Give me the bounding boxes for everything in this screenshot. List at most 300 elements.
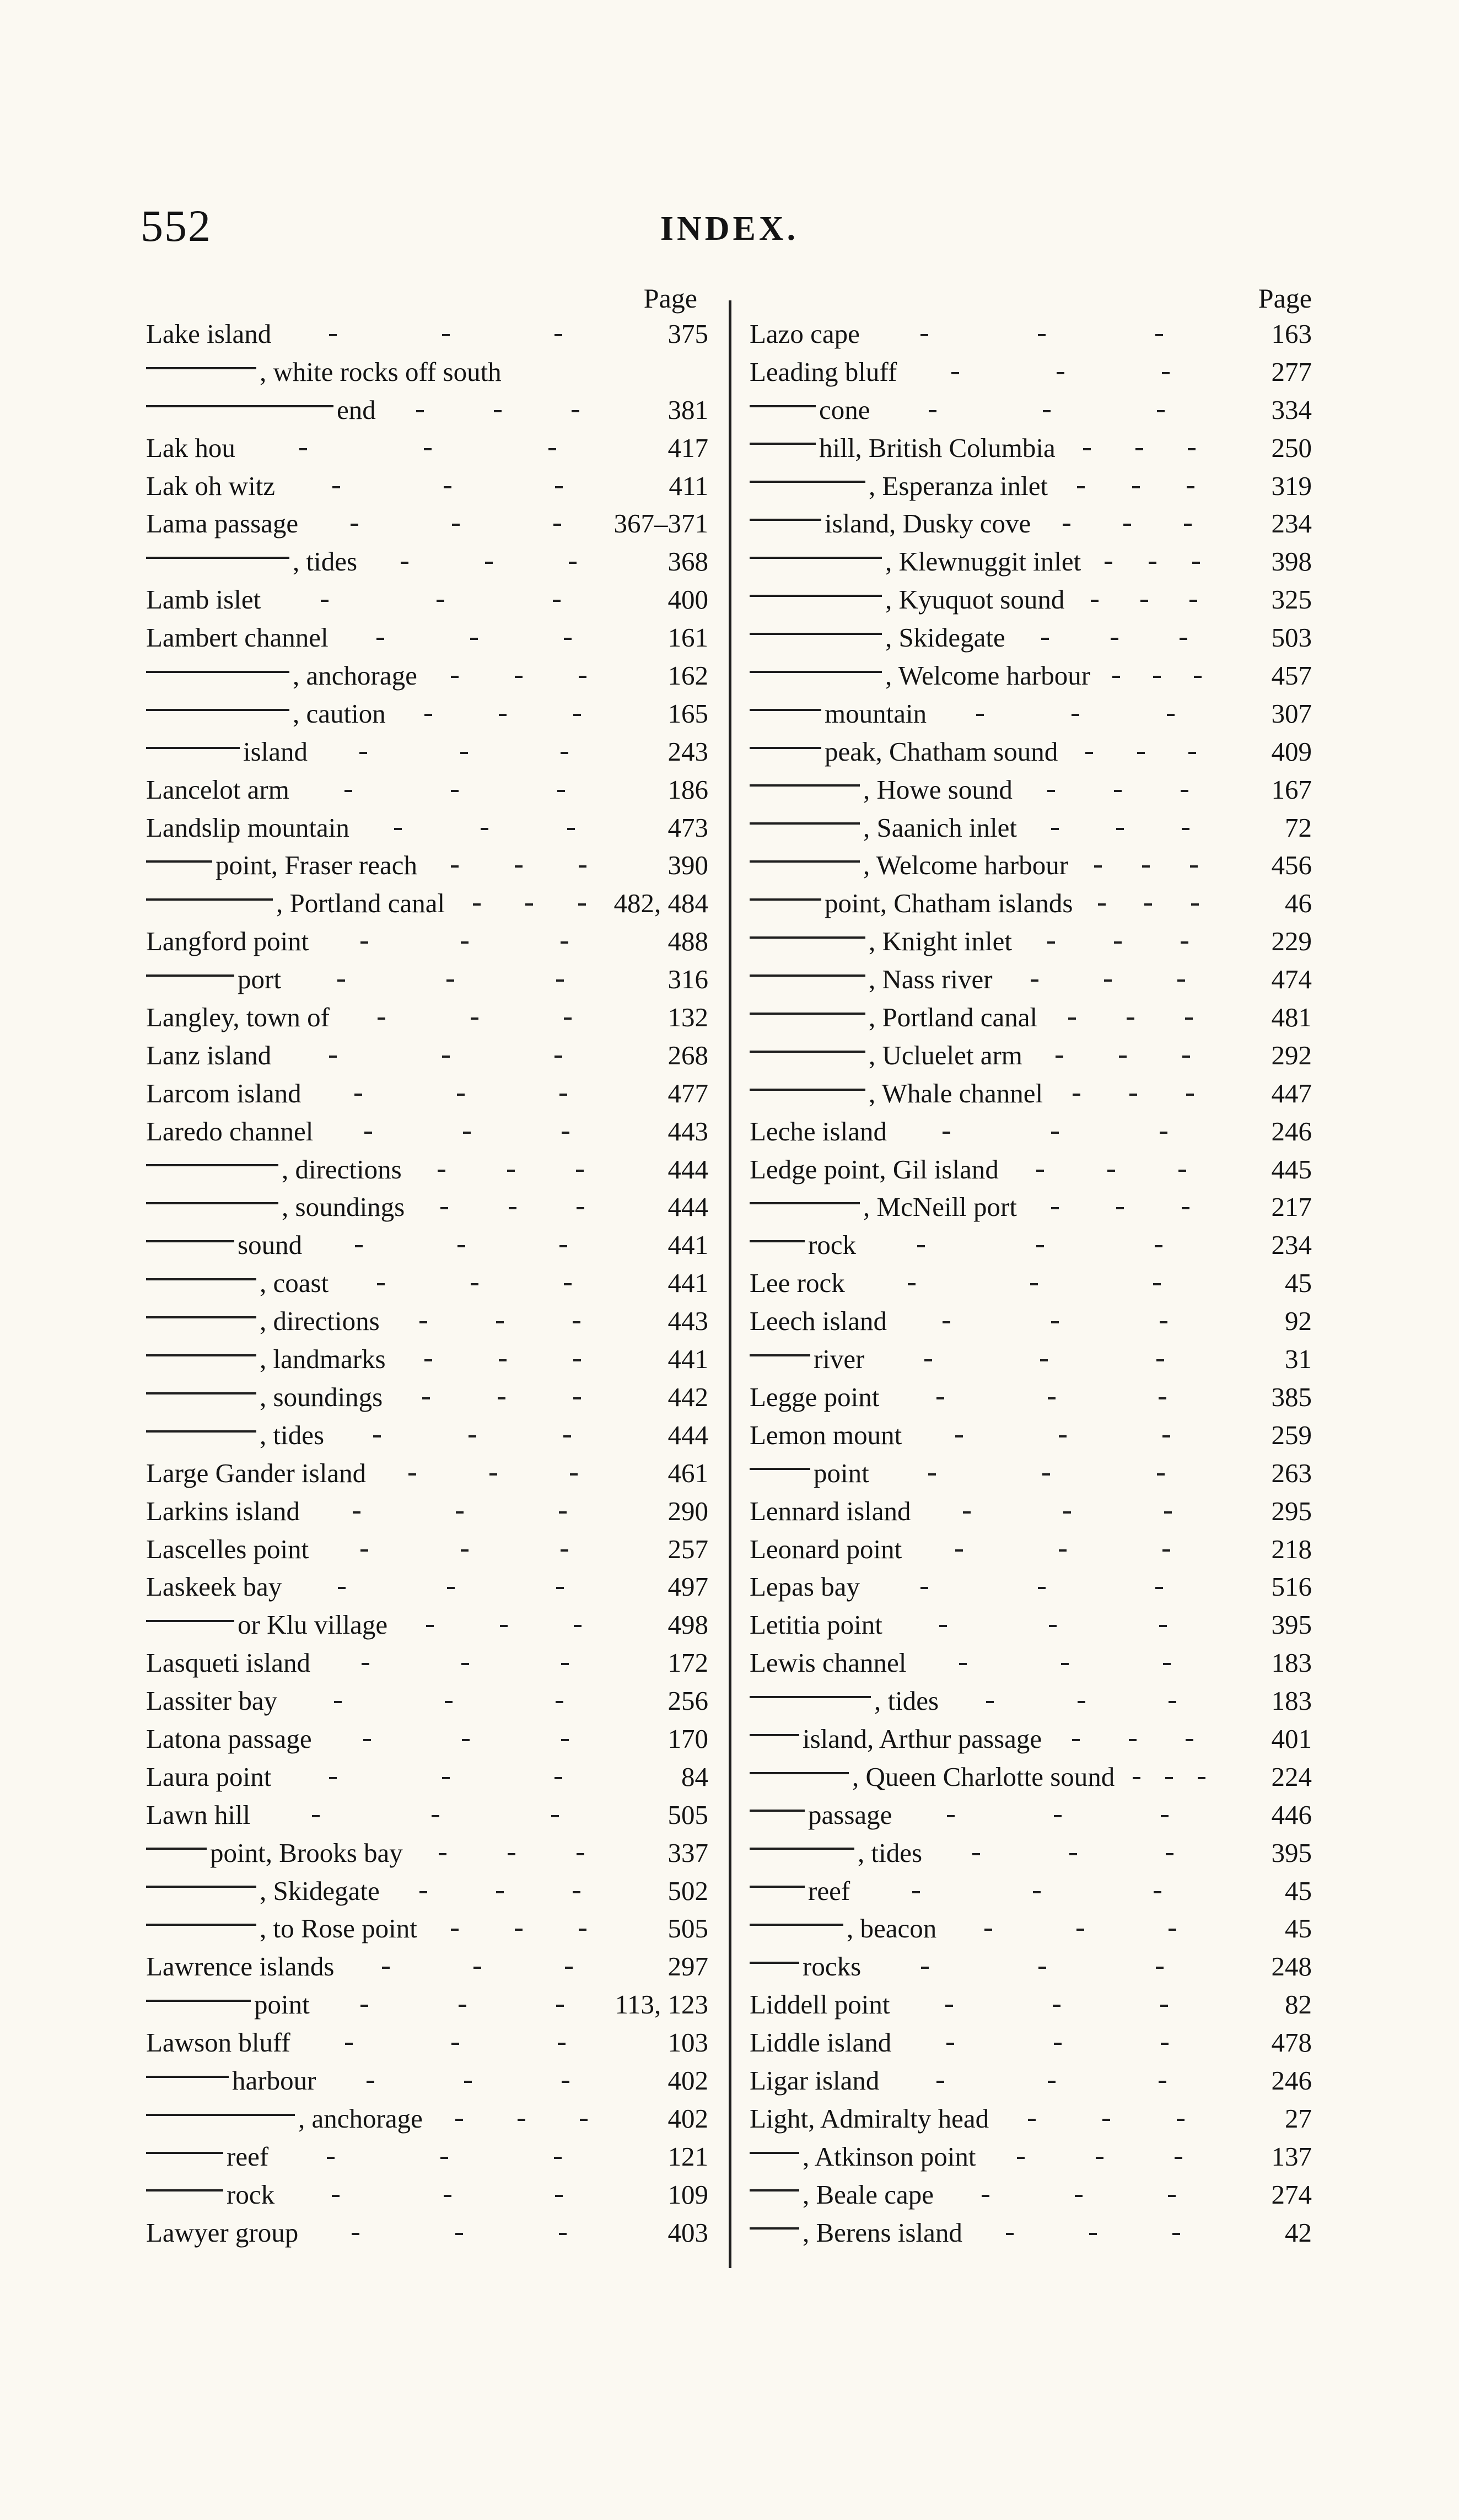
index-entry <box>750 2062 1312 2100</box>
entry-text: , tides <box>858 1837 923 1868</box>
entry-text: Lawrence islands <box>146 1951 335 1982</box>
entry-name <box>750 1264 845 1302</box>
repeat-rule <box>750 443 816 445</box>
entry-name <box>146 1037 271 1075</box>
index-entry <box>146 1682 708 1720</box>
entry-text: Lepas bay <box>750 1571 860 1602</box>
leader-dashes <box>845 1290 1224 1292</box>
entry-page: 401 <box>1271 1723 1312 1754</box>
index-entry <box>146 1113 708 1151</box>
index-entry <box>146 467 708 505</box>
repeat-rule <box>750 1354 810 1356</box>
entry-name <box>750 1493 911 1531</box>
entry-page: 445 <box>1271 1154 1312 1184</box>
index-entry <box>146 1455 708 1493</box>
index-entry <box>146 1302 708 1340</box>
leader-dashes <box>887 1328 1224 1330</box>
entry-text: point, Brooks bay <box>210 1837 403 1868</box>
entry-page: 45 <box>1285 1268 1312 1299</box>
index-entry <box>750 2024 1312 2062</box>
entry-name <box>750 1531 902 1569</box>
repeat-rule <box>750 633 882 635</box>
entry-page: 316 <box>667 964 708 995</box>
repeat-rule <box>750 822 860 825</box>
entry-page: 42 <box>1285 2217 1312 2248</box>
entry-text: Lasqueti island <box>146 1647 311 1678</box>
entry-name <box>146 1302 380 1340</box>
entry-name <box>146 391 376 429</box>
leader-dashes <box>993 986 1224 988</box>
entry-name <box>750 923 1012 961</box>
entry-name <box>750 1834 922 1872</box>
entry-name <box>146 2176 274 2214</box>
entry-name <box>750 2138 976 2176</box>
index-entry <box>146 1417 708 1455</box>
page-number: 552 <box>141 201 212 251</box>
entry-name <box>146 1872 380 1910</box>
entry-text: , Berens island <box>803 2217 962 2248</box>
entry-name <box>146 1682 277 1720</box>
entry-page: 170 <box>667 1723 708 1754</box>
entry-name <box>750 657 1090 695</box>
leader-dashes <box>890 2011 1224 2013</box>
index-entry <box>146 2214 708 2252</box>
leader-dashes <box>271 341 620 343</box>
index-entry <box>146 2062 708 2100</box>
index-entry <box>750 2100 1312 2138</box>
entry-name <box>750 771 1013 809</box>
entry-name <box>750 2176 934 2214</box>
entry-text: Lanz island <box>146 1040 272 1070</box>
index-entry <box>146 923 708 961</box>
repeat-rule <box>146 1924 256 1926</box>
entry-page: 505 <box>667 1913 708 1944</box>
entry-name <box>750 1948 861 1986</box>
entry-name <box>146 543 357 581</box>
entry-page: 497 <box>667 1571 708 1602</box>
entry-text: , Klewnuggit inlet <box>885 546 1081 577</box>
index-entry <box>750 771 1312 809</box>
entry-page: 411 <box>669 470 708 501</box>
index-entry <box>146 695 708 733</box>
leader-dashes <box>316 2087 620 2090</box>
entry-text: , soundings <box>260 1381 383 1412</box>
entry-page: 337 <box>667 1837 708 1868</box>
leader-dashes <box>335 1973 621 1975</box>
entry-page: 482, 484 <box>613 888 708 919</box>
entry-page: 307 <box>1271 698 1312 729</box>
index-entry <box>750 695 1312 733</box>
index-entry <box>146 1758 708 1796</box>
entry-name <box>750 1417 902 1455</box>
entry-name <box>750 1188 1017 1226</box>
index-entry <box>146 657 708 695</box>
entry-name <box>146 1340 386 1379</box>
repeat-rule <box>146 405 333 407</box>
index-entry <box>750 1075 1312 1113</box>
page-column-label: Page <box>1258 283 1312 314</box>
entry-name <box>750 1720 1042 1758</box>
entry-text: Larcom island <box>146 1078 302 1108</box>
entry-text: , tides <box>874 1686 939 1716</box>
repeat-rule <box>750 1468 810 1470</box>
entry-text: Langley, town of <box>146 1002 330 1033</box>
entry-text: Lama passage <box>146 508 299 539</box>
index-entry <box>146 961 708 999</box>
entry-name <box>750 847 1068 885</box>
index-entry <box>146 1151 708 1189</box>
entry-text: island, Dusky cove <box>825 508 1031 539</box>
entry-page: 274 <box>1271 2179 1312 2210</box>
repeat-rule <box>146 1202 278 1204</box>
leader-dashes <box>902 1556 1224 1558</box>
repeat-rule <box>750 2189 799 2191</box>
entry-name <box>146 1493 300 1531</box>
index-entry <box>750 1644 1312 1682</box>
entry-page: 498 <box>667 1609 708 1640</box>
entry-text: , Atkinson point <box>803 2141 976 2172</box>
repeat-rule <box>750 481 865 483</box>
entry-page: 444 <box>667 1192 708 1223</box>
entry-text: Ligar island <box>750 2065 880 2096</box>
index-entry <box>146 1037 708 1075</box>
entry-text: Large Gander island <box>146 1457 367 1488</box>
leader-dashes <box>1073 910 1224 912</box>
leader-dashes <box>380 1898 620 1900</box>
page-header <box>0 198 1459 259</box>
running-title: INDEX. <box>660 210 799 247</box>
column-divider <box>729 300 731 2268</box>
entry-text: , Portland canal <box>276 888 445 919</box>
index-entry <box>146 1872 708 1910</box>
entry-text: Lewis channel <box>750 1647 907 1678</box>
entry-name <box>146 581 261 619</box>
entry-page: 325 <box>1271 584 1312 615</box>
repeat-rule <box>750 1772 849 1774</box>
entry-text: hill, British Columbia <box>819 432 1056 463</box>
entry-page: 403 <box>667 2217 708 2248</box>
entry-name <box>146 961 281 999</box>
entry-page: 92 <box>1285 1306 1312 1337</box>
index-entry <box>750 961 1312 999</box>
index-entry <box>146 2176 708 2214</box>
leader-dashes <box>250 1822 620 1824</box>
leader-dashes <box>1048 493 1224 495</box>
entry-text: Lazo cape <box>750 319 860 349</box>
leader-dashes <box>1090 682 1224 685</box>
leader-dashes <box>324 1442 620 1444</box>
leader-dashes <box>282 1593 620 1596</box>
leader-dashes <box>376 417 620 419</box>
repeat-rule <box>146 1886 256 1888</box>
entry-name <box>750 1644 906 1682</box>
entry-name <box>750 1606 882 1644</box>
leader-dashes <box>869 1480 1224 1482</box>
index-entry <box>750 1948 1312 1986</box>
leader-dashes <box>445 910 613 912</box>
leader-dashes <box>1013 796 1224 799</box>
entry-page: 461 <box>667 1457 708 1488</box>
entry-page: 290 <box>667 1495 708 1526</box>
entry-text: end <box>337 394 376 425</box>
entry-text: Leche island <box>750 1116 887 1146</box>
entry-text: Larkins island <box>146 1495 300 1526</box>
entry-name <box>146 1379 383 1417</box>
repeat-rule <box>146 557 289 559</box>
leader-dashes <box>1017 1214 1224 1216</box>
index-entry <box>750 809 1312 847</box>
entry-text: mountain <box>825 698 927 729</box>
entry-page: 505 <box>667 1799 708 1830</box>
entry-text: , caution <box>293 698 386 729</box>
repeat-rule <box>146 2076 229 2078</box>
entry-text: island, Arthur passage <box>803 1723 1042 1754</box>
entry-page: 113, 123 <box>615 1989 708 2020</box>
leader-dashes <box>261 606 620 609</box>
leader-dashes <box>387 1631 620 1634</box>
entry-name <box>750 2214 962 2252</box>
entry-page: 443 <box>667 1116 708 1146</box>
entry-name <box>750 1151 999 1189</box>
entry-text: point, Chatham islands <box>825 888 1073 919</box>
entry-name <box>750 1758 1115 1796</box>
entry-name <box>146 1910 417 1948</box>
entry-page: 402 <box>667 2103 708 2134</box>
entry-text: Leonard point <box>750 1533 902 1564</box>
entry-name <box>146 619 329 657</box>
entry-page: 417 <box>667 432 708 463</box>
leader-dashes <box>386 720 620 723</box>
index-entry <box>750 1531 1312 1569</box>
leader-dashes <box>300 1518 620 1520</box>
index-entry <box>146 809 708 847</box>
entry-name <box>146 999 330 1037</box>
entry-name <box>146 847 417 885</box>
index-entry <box>750 885 1312 923</box>
leader-dashes <box>310 2011 615 2013</box>
entry-page: 444 <box>667 1154 708 1184</box>
leader-dashes <box>1043 1100 1224 1102</box>
index-entry <box>750 1302 1312 1340</box>
entry-name <box>146 1758 271 1796</box>
leader-dashes <box>892 1822 1224 1824</box>
entry-page: 103 <box>667 2027 708 2058</box>
entry-page: 297 <box>667 1951 708 1982</box>
entry-text: Landslip mountain <box>146 812 349 843</box>
leader-dashes <box>850 1898 1224 1900</box>
entry-text: rock <box>808 1230 857 1261</box>
entry-text: , soundings <box>282 1192 405 1223</box>
leader-dashes <box>417 1935 620 1937</box>
index-entry <box>146 1834 708 1872</box>
entry-page: 259 <box>1271 1419 1312 1450</box>
entry-text: , Nass river <box>869 964 993 995</box>
entry-page: 132 <box>667 1002 708 1033</box>
entry-page: 477 <box>667 1078 708 1108</box>
entry-page: 109 <box>667 2179 708 2210</box>
entry-text: Ledge point, Gil island <box>750 1154 999 1184</box>
index-entry <box>146 1493 708 1531</box>
entry-page: 457 <box>1271 660 1312 691</box>
leader-dashes <box>1037 1024 1224 1026</box>
entry-name <box>146 1075 302 1113</box>
leader-dashes <box>302 1252 620 1254</box>
leader-dashes <box>312 1746 620 1748</box>
repeat-rule <box>750 1848 854 1850</box>
entry-page: 456 <box>1271 850 1312 881</box>
entry-text: Langford point <box>146 926 309 957</box>
leader-dashes <box>927 720 1224 723</box>
entry-name <box>146 923 309 961</box>
repeat-rule <box>146 367 256 369</box>
entry-page: 121 <box>667 2141 708 2172</box>
entry-text: Lawson bluff <box>146 2027 290 2058</box>
entry-page: 229 <box>1271 926 1312 957</box>
repeat-rule <box>146 2152 223 2154</box>
index-entry <box>750 1037 1312 1075</box>
entry-page: 165 <box>667 698 708 729</box>
leader-dashes <box>289 796 620 799</box>
entry-page: 256 <box>667 1686 708 1716</box>
leader-dashes <box>1005 644 1224 647</box>
index-entry <box>146 619 708 657</box>
entry-text: , Portland canal <box>869 1002 1038 1033</box>
leader-dashes <box>330 1024 620 1026</box>
entry-name <box>750 2024 891 2062</box>
repeat-rule <box>750 519 821 521</box>
index-entry <box>146 429 708 467</box>
entry-page: 243 <box>667 736 708 767</box>
entry-text: Lambert channel <box>146 622 329 653</box>
index-entry <box>146 1340 708 1379</box>
leader-dashes <box>911 1518 1224 1520</box>
entry-page: 292 <box>1271 1040 1312 1070</box>
entry-page: 400 <box>667 584 708 615</box>
leader-dashes <box>329 1290 620 1292</box>
entry-name <box>750 733 1058 771</box>
entry-text: , white rocks off south <box>260 356 502 387</box>
index-entry <box>750 1986 1312 2024</box>
index-entry <box>750 1264 1312 1302</box>
entry-name <box>750 353 897 391</box>
leader-dashes <box>313 1138 620 1140</box>
repeat-rule <box>750 1202 860 1204</box>
leader-dashes <box>1012 948 1224 950</box>
entry-page: 163 <box>1271 319 1312 349</box>
entry-name <box>146 1113 313 1151</box>
entry-name <box>750 999 1037 1037</box>
entry-text: Laredo channel <box>146 1116 314 1146</box>
entry-text: sound <box>238 1230 303 1261</box>
leader-dashes <box>1031 530 1224 532</box>
entry-name <box>146 2214 298 2252</box>
index-entry <box>146 1606 708 1644</box>
entry-text: Lancelot arm <box>146 774 289 805</box>
entry-page: 516 <box>1271 1571 1312 1602</box>
index-entry <box>750 1188 1312 1226</box>
leader-dashes <box>962 2239 1224 2242</box>
entry-text: Lemon mount <box>750 1419 902 1450</box>
entry-page: 447 <box>1271 1078 1312 1108</box>
index-column-left <box>146 281 708 2252</box>
entry-page: 478 <box>1271 2027 1312 2058</box>
entry-name <box>146 771 289 809</box>
entry-text: , anchorage <box>293 660 417 691</box>
repeat-rule <box>146 709 289 711</box>
leader-dashes <box>268 2163 620 2166</box>
repeat-rule <box>750 974 865 977</box>
entry-text: Lake island <box>146 319 272 349</box>
index-entry <box>750 1226 1312 1264</box>
index-entry <box>750 1379 1312 1417</box>
index-entry <box>750 2138 1312 2176</box>
entry-text: Lawn hill <box>146 1799 251 1830</box>
repeat-rule <box>146 1316 256 1318</box>
entry-page: 395 <box>1271 1609 1312 1640</box>
entry-name <box>146 353 502 391</box>
entry-name <box>146 733 308 771</box>
repeat-rule <box>146 1278 256 1280</box>
index-entry <box>146 353 708 391</box>
leader-dashes <box>329 644 620 647</box>
index-entry <box>146 1644 708 1682</box>
repeat-rule <box>750 860 860 863</box>
entry-text: Lascelles point <box>146 1533 309 1564</box>
entry-page: 27 <box>1285 2103 1312 2134</box>
entry-name <box>750 1037 1022 1075</box>
repeat-rule <box>750 557 882 559</box>
entry-name <box>146 1986 310 2024</box>
entry-page: 45 <box>1285 1875 1312 1906</box>
index-entry <box>750 999 1312 1037</box>
entry-text: Lennard island <box>750 1495 911 1526</box>
leader-dashes <box>274 2201 620 2204</box>
entry-name <box>750 961 993 999</box>
index-entry <box>750 1113 1312 1151</box>
entry-text: , landmarks <box>260 1344 386 1375</box>
leader-dashes <box>887 1138 1224 1140</box>
index-entry <box>146 2024 708 2062</box>
entry-page: 441 <box>667 1230 708 1261</box>
index-entry <box>750 847 1312 885</box>
entry-name <box>750 1796 892 1834</box>
entry-text: point <box>814 1457 869 1488</box>
index-entry <box>146 2100 708 2138</box>
index-entry <box>750 353 1312 391</box>
leader-dashes <box>976 2163 1224 2166</box>
entry-name <box>750 1910 936 1948</box>
entry-name <box>146 2138 268 2176</box>
leader-dashes <box>1115 1784 1224 1786</box>
index-entry <box>750 1910 1312 1948</box>
entry-page: 46 <box>1285 888 1312 919</box>
repeat-rule <box>146 1164 278 1166</box>
entry-text: Lak hou <box>146 432 235 463</box>
entry-text: , directions <box>260 1306 380 1337</box>
entry-name <box>750 1986 890 2024</box>
entry-page: 443 <box>667 1306 708 1337</box>
entry-page: 381 <box>667 394 708 425</box>
leader-dashes <box>417 872 620 874</box>
entry-name <box>750 809 1017 847</box>
entry-page: 172 <box>667 1647 708 1678</box>
index-entry <box>750 1568 1312 1606</box>
repeat-rule <box>750 936 865 939</box>
repeat-rule <box>750 405 816 407</box>
entry-page: 268 <box>667 1040 708 1070</box>
repeat-rule <box>146 1240 234 1242</box>
repeat-rule <box>750 1810 805 1812</box>
